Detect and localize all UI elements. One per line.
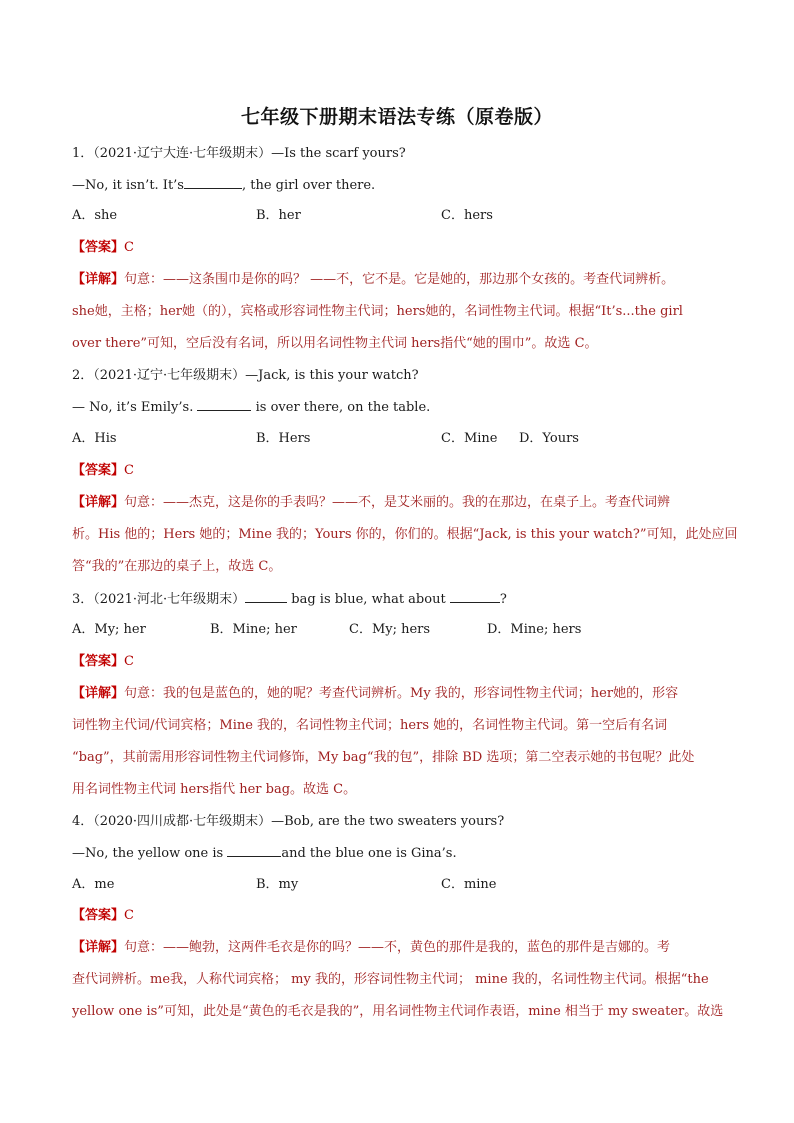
question-1-answer: 【答案】C	[72, 240, 134, 255]
question-4-option-a: A．me	[72, 877, 115, 892]
answer-blank	[197, 398, 251, 411]
document-title: 七年级下册期末语法专练（原卷版）	[240, 106, 553, 128]
question-3-answer: 【答案】C	[72, 654, 134, 669]
question-2-option-b: B．Hers	[256, 431, 311, 446]
question-1-option-c: C．hers	[441, 208, 493, 223]
question-1-detail-line-3: over there”可知，空后没有名词，所以用名词性物主代词 hers指代“她的围巾”。故选 C。	[72, 336, 598, 351]
question-1-detail-line-1: 【详解】句意：——这条围巾是你的吗？ ——不，它不是。它是她的，那边那个女孩的。考查代词辨析。	[72, 272, 675, 287]
question-3-option-c: C．My; hers	[349, 622, 431, 637]
question-3-detail-line-3: “bag”，其前需用形容词性物主代词修饰，My bag“我的包”，排除 BD 选项；第二空表示她的书包呢？此处	[72, 750, 695, 765]
question-4-stem: 4．（2020·四川成都·七年级期末）—Bob, are the two sweaters yours?	[72, 814, 505, 829]
question-2-option-d: D．Yours	[519, 431, 579, 446]
question-2-dialogue: — No, it’s Emily’s. is over there, on the table.	[72, 400, 431, 415]
question-2-answer: 【答案】C	[72, 463, 134, 478]
question-1-option-a: A．she	[72, 208, 118, 223]
answer-blank	[450, 590, 500, 603]
question-4-option-c: C．mine	[441, 877, 497, 892]
question-2-stem: 2．（2021·辽宁·七年级期末）—Jack, is this your watch?	[72, 368, 419, 383]
question-3-option-b: B．Mine; her	[210, 622, 297, 637]
question-1-dialogue: —No, it isn’t. It’s , the girl over there.	[72, 178, 376, 193]
question-2-option-c: C．Mine	[441, 431, 498, 446]
question-1-option-b: B．her	[256, 208, 301, 223]
question-1-detail-line-2: she她，主格；her她（的），宾格或形容词性物主代词；hers她的，名词性物主代词。根据“It’s...the girl	[72, 304, 683, 319]
question-1-stem: 1．（2021·辽宁大连·七年级期末）—Is the scarf yours?	[72, 146, 406, 161]
question-3-option-a: A．My; her	[72, 622, 146, 637]
question-4-option-b: B．my	[256, 877, 299, 892]
question-2-detail-line-2: 析。His 他的；Hers 她的；Mine 我的；Yours 你的，你们的。根据“Jack, is this your watch?”可知，此处应回	[72, 527, 738, 542]
question-3-option-d: D．Mine; hers	[487, 622, 582, 637]
question-3-detail-line-4: 用名词性物主代词 hers指代 her bag。故选 C。	[72, 782, 357, 797]
answer-blank	[184, 176, 242, 189]
question-2-option-a: A．His	[72, 431, 117, 446]
answer-blank	[245, 590, 287, 603]
question-3-detail-line-1: 【详解】句意：我的包是蓝色的，她的呢？考查代词辨析。My 我的，形容词性物主代词；her她的，形容	[72, 686, 679, 701]
question-3-stem: 3．（2021·河北·七年级期末） bag is blue, what about ?	[72, 592, 507, 607]
question-4-detail-line-1: 【详解】句意：——鲍勃，这两件毛衣是你的吗？——不，黄色的那件是我的，蓝色的那件是吉娜的。考	[72, 940, 671, 955]
answer-blank	[227, 844, 281, 857]
question-4-detail-line-2: 查代词辨析。me我，人称代词宾格； my 我的，形容词性物主代词； mine 我的，名词性物主代词。根据“the	[72, 972, 709, 987]
question-2-detail-line-3: 答“我的”在那边的桌子上，故选 C。	[72, 559, 282, 574]
question-4-dialogue: —No, the yellow one is and the blue one is Gina’s.	[72, 846, 457, 861]
question-4-detail-line-3: yellow one is”可知，此处是“黄色的毛衣是我的”，用名词性物主代词作表语，mine 相当于 my sweater。故选	[72, 1004, 724, 1019]
question-2-detail-line-1: 【详解】句意：——杰克，这是你的手表吗？——不，是艾米丽的。我的在那边，在桌子上。考查代词辨	[72, 495, 671, 510]
question-3-detail-line-2: 词性物主代词/代词宾格；Mine 我的，名词性物主代词；hers 她的，名词性物主代词。第一空后有名词	[72, 718, 668, 733]
question-4-answer: 【答案】C	[72, 908, 134, 923]
